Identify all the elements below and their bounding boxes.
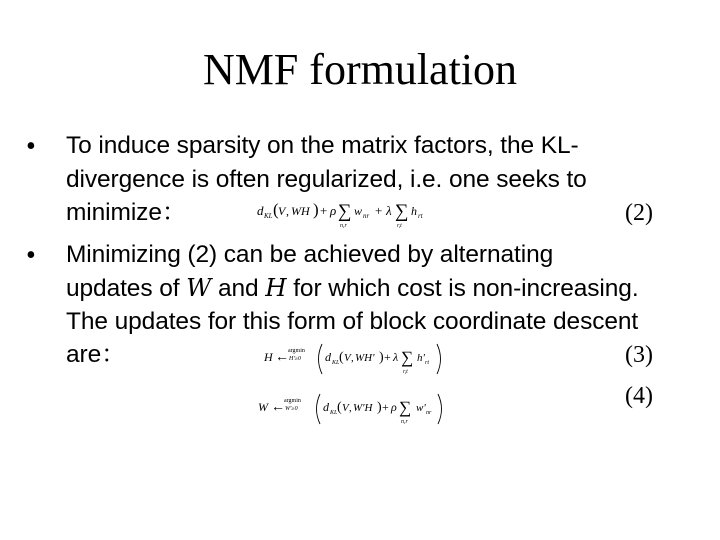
svg-text:(: ( (339, 350, 344, 365)
svg-text:r,t: r,t (403, 369, 408, 375)
svg-text:WH: WH (291, 204, 310, 218)
bullet-2-line-4: are： (66, 341, 126, 368)
svg-text:ρ: ρ (391, 400, 397, 414)
math-H: H (265, 273, 287, 302)
svg-text:+: + (384, 350, 391, 364)
update-W-formula (256, 388, 452, 430)
svg-text:+: + (382, 400, 389, 414)
svg-text:): ) (377, 400, 382, 415)
svg-text:rt: rt (418, 212, 423, 220)
svg-text:KL: KL (330, 410, 338, 416)
svg-text:d: d (257, 203, 264, 218)
svg-text:,: , (286, 204, 289, 218)
equation-number-2: (2) (625, 200, 653, 226)
text-span: for which cost is non-increasing. (286, 275, 639, 302)
svg-text:,: , (349, 402, 352, 414)
svg-text:nr: nr (363, 212, 370, 220)
svg-text:H'≥0: H'≥0 (289, 356, 301, 362)
slide-title: NMF formulation (202, 45, 518, 94)
svg-text:λ: λ (386, 203, 392, 218)
text-span: updates of (66, 275, 187, 302)
svg-text:←: ← (275, 350, 289, 365)
svg-text:n,r: n,r (340, 223, 347, 229)
svg-text:∑: ∑ (399, 398, 412, 417)
objective-formula (255, 193, 480, 233)
bullet-marker: • (26, 131, 36, 162)
svg-text:nr: nr (426, 410, 432, 416)
svg-text:(: ( (337, 400, 342, 415)
svg-text:V: V (342, 402, 349, 414)
svg-text:(: ( (273, 200, 279, 219)
svg-text:V: V (344, 352, 351, 364)
bullet-2-line-3: The updates for this form of block coordinate descent (66, 308, 639, 335)
svg-text:ρ: ρ (330, 203, 337, 218)
svg-text:rt: rt (425, 360, 430, 366)
svg-text:λ: λ (393, 350, 399, 364)
svg-text:∑: ∑ (338, 201, 352, 222)
svg-text:w: w (354, 204, 363, 218)
svg-text:W'≥0: W'≥0 (285, 406, 298, 412)
equation-number-4: (4) (625, 383, 653, 409)
math-W: W (186, 273, 212, 302)
svg-text:KL: KL (264, 212, 273, 220)
svg-text:←: ← (271, 400, 285, 415)
bullet-1-line-1: To induce sparsity on the matrix factors, the KL- (66, 132, 579, 159)
bullet-2-line-2 (66, 271, 639, 305)
equation-number-3: (3) (625, 342, 653, 368)
text-span: and (211, 275, 266, 302)
svg-text:WH': WH' (355, 352, 375, 364)
svg-text:,: , (351, 352, 354, 364)
svg-text:h': h' (417, 352, 425, 364)
svg-text:+: + (320, 203, 328, 218)
svg-text:r,t: r,t (397, 223, 402, 229)
svg-text:w': w' (416, 402, 426, 414)
svg-text:argmin: argmin (288, 348, 305, 354)
svg-text:h: h (411, 204, 417, 218)
bullet-1-line-3: minimize： (66, 199, 187, 226)
svg-text:W'H: W'H (353, 402, 373, 414)
bullet-marker: • (26, 240, 36, 271)
svg-text:+: + (375, 203, 383, 218)
svg-text:KL: KL (332, 360, 340, 366)
svg-text:n,r: n,r (401, 419, 408, 425)
svg-text:∑: ∑ (401, 348, 414, 367)
svg-text:H: H (264, 350, 273, 364)
svg-text:∑: ∑ (395, 201, 409, 222)
bullet-2-line-1: Minimizing (2) can be achieved by alternating (66, 241, 554, 268)
svg-text:W: W (258, 400, 268, 414)
svg-text:d: d (323, 400, 329, 414)
svg-text:argmin: argmin (284, 398, 301, 404)
svg-text:): ) (313, 200, 319, 219)
bullet-1-line-2: divergence is often regularized, i.e. one seeks to (66, 166, 587, 193)
svg-text:): ) (379, 350, 384, 365)
svg-text:V: V (278, 204, 286, 218)
update-H-formula (262, 338, 452, 380)
svg-text:d: d (325, 350, 331, 364)
